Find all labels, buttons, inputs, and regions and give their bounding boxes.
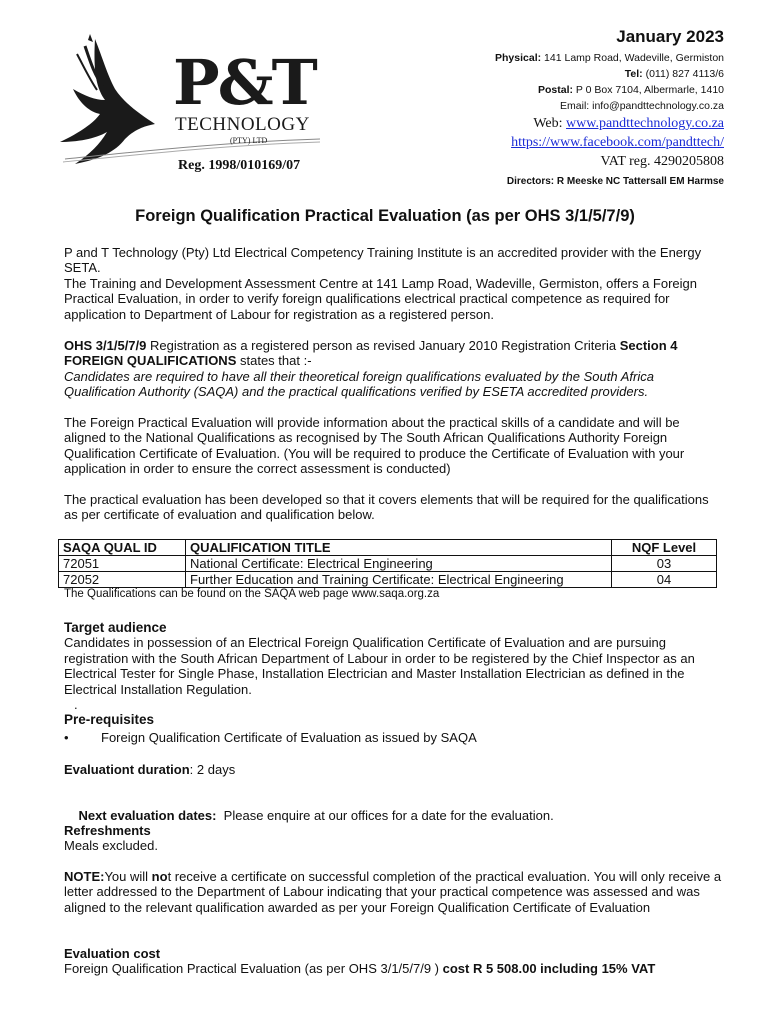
- postal-label: Postal:: [537, 84, 573, 96]
- page-title: Foreign Qualification Practical Evaluation (as per OHS 3/1/5/7/9): [135, 207, 635, 225]
- duration-label: Evaluationt duration: [64, 762, 190, 777]
- postal-value: P 0 Box 7104, Albermarle, 1410: [575, 84, 724, 96]
- cost-amount: cost R 5 508.00 including 15% VAT: [442, 961, 656, 977]
- ohs-bold-2: Section 4 FOREIGN QUALIFICATIONS: [64, 338, 678, 369]
- note-paragraph: [64, 869, 724, 915]
- tel-value: (011) 827 4113/6: [645, 68, 724, 80]
- table-row: [59, 556, 717, 572]
- ohs-section: [64, 338, 724, 400]
- table-cell: 72051: [59, 556, 186, 572]
- table-header: SAQA QUAL ID: [59, 540, 186, 556]
- ohs-bold-1: OHS 3/1/5/7/9: [64, 338, 147, 353]
- bullet-icon: •: [64, 730, 69, 745]
- evaluation-info: The Foreign Practical Evaluation will provide information about the practical skills of a candidate and will be aligned to the National Qualifications as recognised by The South African Qualifications Authority Foreign Qualification Certificate of Evaluation. (You will be required to produce the Certificate of Evaluation with your application in order to ensure the correct assessment is conducted): [64, 415, 685, 477]
- website-link[interactable]: www.pandttechnology.co.za: [566, 116, 724, 131]
- refreshments-heading: Refreshments: [64, 823, 151, 838]
- ohs-quote: Candidates are required to have all their theoretical foreign qualifications evaluated by the South Africa Qualification Authority (SAQA) and the practical qualifications verified by ESETA accredited providers.: [64, 368, 654, 400]
- duration: [64, 762, 724, 777]
- registration-number: Reg. 1998/010169/07: [178, 158, 301, 173]
- directors: Directors: R Meeske NC Tattersall EM Harmse: [506, 176, 724, 187]
- evaluation-cost: [64, 946, 724, 977]
- cost-description: Foreign Qualification Practical Evaluation (as per OHS 3/1/5/7/9 ): [64, 961, 443, 977]
- intro-section: [64, 245, 724, 322]
- prereq-heading-text: Pre-requisites: [64, 712, 155, 727]
- cost-heading: Evaluation cost: [64, 946, 161, 961]
- web-label: Web:: [533, 116, 563, 131]
- table-header: QUALIFICATION TITLE: [186, 540, 612, 556]
- note-text-1: You will: [104, 869, 152, 884]
- ohs-paragraph: [64, 338, 724, 369]
- table-cell: 03: [612, 556, 717, 572]
- document-date: January 2023: [616, 27, 724, 46]
- website: [304, 114, 724, 133]
- ohs-text-1: Registration as a registered person as revised January 2010 Registration Criteria: [146, 338, 620, 353]
- postal-address: [304, 82, 724, 98]
- facebook-link[interactable]: https://www.facebook.com/pandttech/: [511, 135, 724, 150]
- table-row: [59, 572, 717, 588]
- table-cell: 04: [612, 572, 717, 588]
- prereq-item: [64, 730, 477, 745]
- cost-text: [64, 961, 724, 976]
- logo-pt-text: P&T: [173, 46, 316, 119]
- duration-value: : 2 days: [189, 762, 236, 777]
- intro-paragraph-1: P and T Technology (Pty) Ltd Electrical Competency Training Institute is an accredited provider with the Energy SETA.: [64, 245, 702, 276]
- refreshments-text: Meals excluded.: [64, 838, 158, 854]
- telephone: [304, 66, 724, 82]
- target-audience-section: [64, 620, 724, 712]
- ohs-text-2: states that :-: [236, 353, 312, 369]
- refreshments: [64, 823, 724, 854]
- evaluation-developed: The practical evaluation has been developed so that it covers elements that will be required for the qualifications as per certificate of evaluation and qualification below.: [64, 492, 709, 523]
- intro-paragraph-2: The Training and Development Assessment Centre at 141 Lamp Road, Wadeville, Germiston, offers a Foreign Practical Evaluation, in order to verify foreign qualifications electrical practical competence as required for application to Department of Labour for registration as a registered person.: [64, 275, 697, 322]
- physical-address: [304, 50, 724, 66]
- tel-label: Tel:: [624, 68, 643, 80]
- target-heading: Target audience: [64, 620, 167, 635]
- facebook: [304, 133, 724, 152]
- prerequisites-heading: [64, 712, 724, 727]
- note-text-2: t receive a certificate on successful completion of the practical evaluation. You will only receive a letter addressed to the Department of Labour indicating that your practical competence was assessed and was aligned to the relevant qualification awarded as per your Foreign Qualification Certificate of Evaluation: [64, 869, 722, 915]
- contact-block: [304, 26, 724, 190]
- target-text: Candidates in possession of an Electrical Foreign Qualification Certificate of Evaluation and are pursuing registration with the South African Department of Labour in order to be registered by the Chief Inspector as an Electrical Tester for Single Phase, Installation Electrician and Master Installation Electrician as defined in the Electrical Installation Regulation.: [64, 635, 695, 697]
- next-dates-value: Please enquire at our offices for a date for the evaluation.: [216, 808, 554, 824]
- logo-pty-text: (PTY) LTD: [230, 136, 268, 145]
- note: [64, 869, 724, 915]
- table-cell: Further Education and Training Certificate: Electrical Engineering: [186, 572, 612, 588]
- vat-number: VAT reg. 4290205808: [600, 154, 724, 169]
- next-dates-label: Next evaluation dates:: [78, 808, 217, 824]
- table-note: The Qualifications can be found on the SAQA web page www.saqa.org.za: [64, 588, 440, 600]
- prereq-item-text: Foreign Qualification Certificate of Evaluation as issued by SAQA: [101, 730, 477, 745]
- table-header: NQF Level: [612, 540, 717, 556]
- table-cell: National Certificate: Electrical Engineering: [186, 556, 612, 572]
- note-bold: no: [151, 869, 168, 884]
- physical-value: 141 Lamp Road, Wadeville, Germiston: [544, 52, 724, 64]
- physical-label: Physical:: [495, 52, 542, 64]
- logo-technology-text: TECHNOLOGY: [175, 114, 310, 135]
- table-header-row: [59, 540, 717, 556]
- table-cell: 72052: [59, 572, 186, 588]
- stray-dot: .: [74, 697, 78, 713]
- qualifications-table: [58, 539, 717, 588]
- note-label: NOTE:: [64, 869, 105, 884]
- email-address: Email: info@pandttechnology.co.za: [560, 100, 724, 112]
